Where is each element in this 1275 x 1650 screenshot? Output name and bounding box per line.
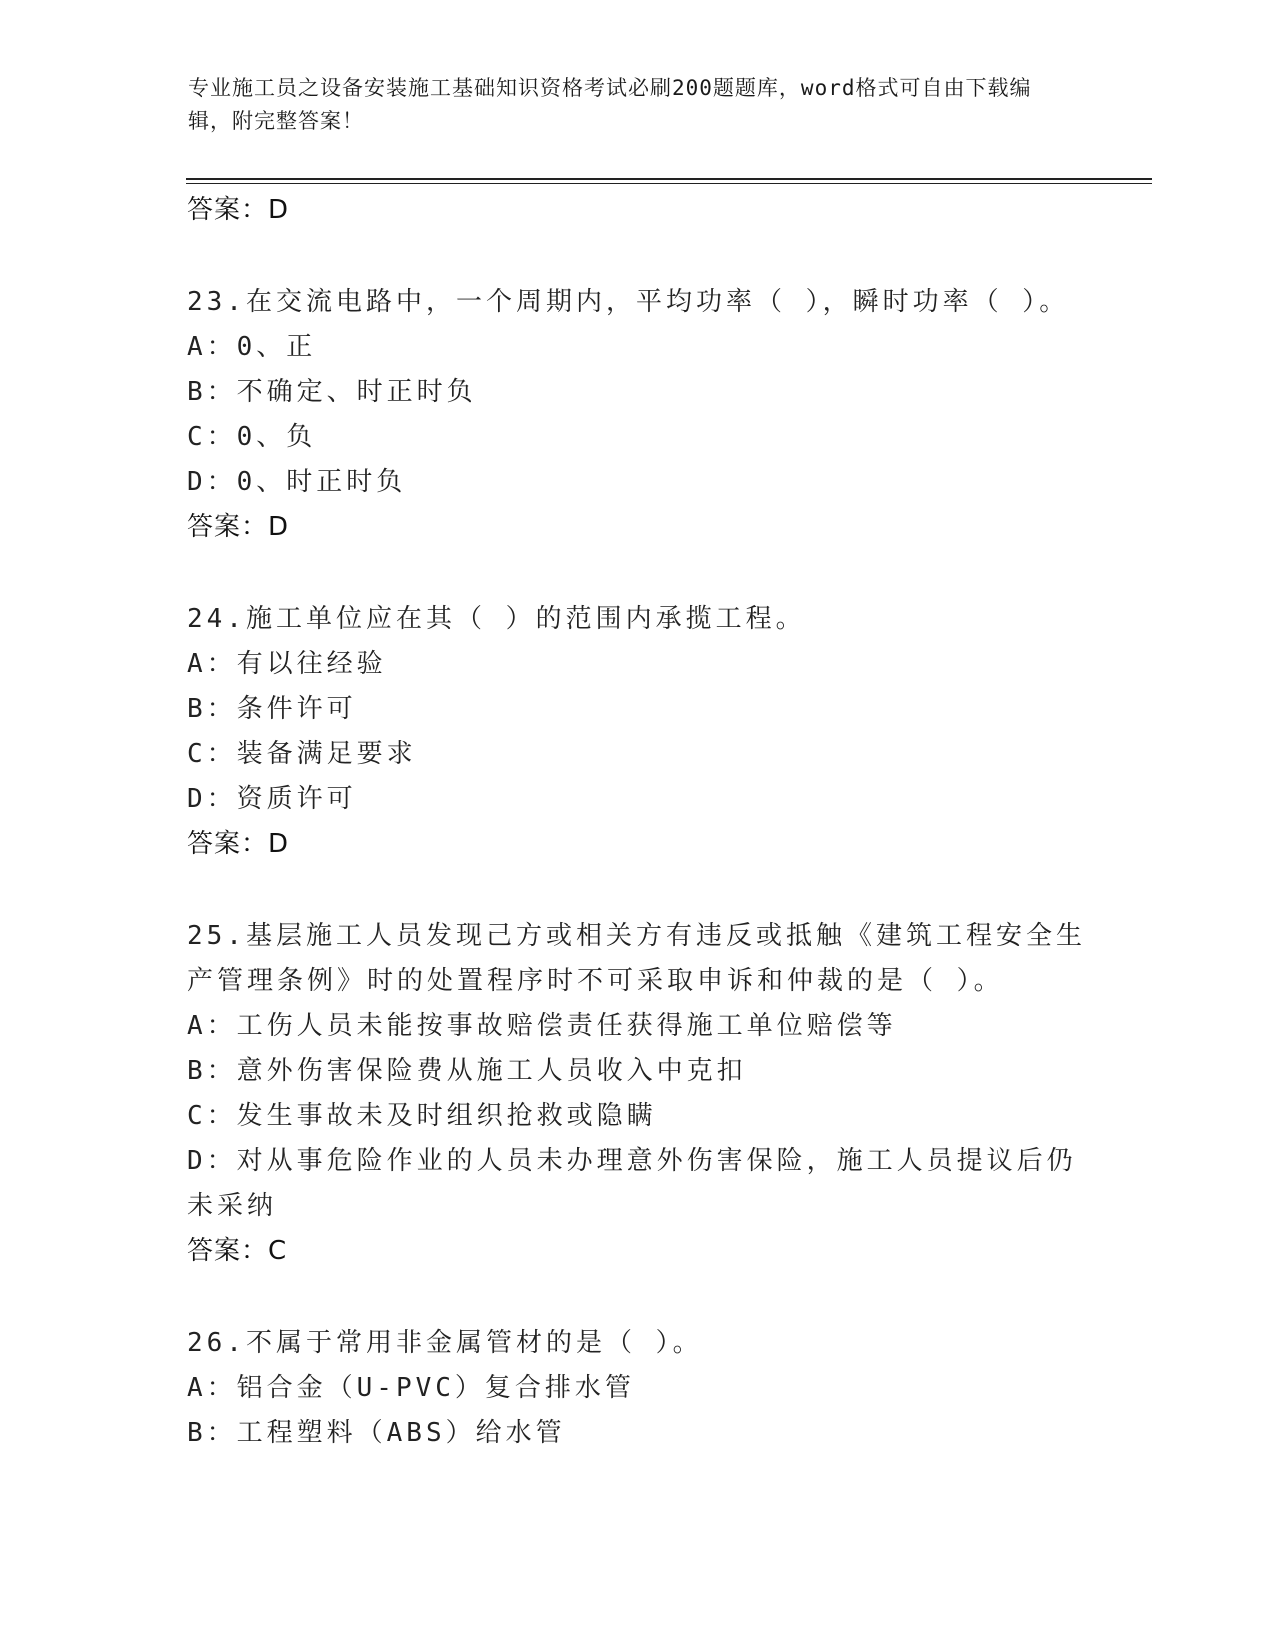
option-d: D：对从事危险作业的人员未办理意外伤害保险，施工人员提议后仍未采纳 xyxy=(187,1146,1077,1221)
option-c: C：0、负 xyxy=(187,422,317,452)
question-stem: 25.基层施工人员发现己方或相关方有违反或抵触《建筑工程安全生产管理条例》时的处置程序时不可采取申诉和仲裁的是（ ）。 xyxy=(187,921,1086,996)
option-b: B：工程塑料（ABS）给水管 xyxy=(187,1418,566,1448)
question-stem: 24.施工单位应在其（ ）的范围内承揽工程。 xyxy=(187,604,806,634)
header-divider-thick xyxy=(186,178,1152,180)
spacer xyxy=(187,867,1087,914)
question-stem: 26.不属于常用非金属管材的是（ ）。 xyxy=(187,1328,703,1358)
option-b: B：意外伤害保险费从施工人员收入中克扣 xyxy=(187,1056,747,1086)
option-c: C：发生事故未及时组织抢救或隐瞒 xyxy=(187,1101,657,1131)
question-stem: 23.在交流电路中，一个周期内，平均功率（ ），瞬时功率（ ）。 xyxy=(187,287,1070,317)
option-a: A：有以往经验 xyxy=(187,649,387,679)
answer-line: 答案：C xyxy=(187,1236,288,1266)
question-24 xyxy=(187,597,1087,867)
option-b: B：条件许可 xyxy=(187,694,357,724)
option-b: B：不确定、时正时负 xyxy=(187,377,477,407)
answer-line: 答案：D xyxy=(187,195,290,225)
option-c: C：装备满足要求 xyxy=(187,739,417,769)
option-d: D：资质许可 xyxy=(187,784,357,814)
document-header-title: 专业施工员之设备安装施工基础知识资格考试必刷200题题库，word格式可自由下载编辑，附完整答案！ xyxy=(188,76,1032,133)
question-25 xyxy=(187,914,1087,1274)
spacer xyxy=(187,233,1087,280)
spacer xyxy=(187,1274,1087,1321)
spacer xyxy=(187,550,1087,597)
option-a: A：铝合金（U-PVC）复合排水管 xyxy=(187,1373,635,1403)
question-23 xyxy=(187,280,1087,550)
answer-line: 答案：D xyxy=(187,829,290,859)
option-d: D：0、时正时负 xyxy=(187,467,407,497)
question-list xyxy=(187,188,1087,1456)
option-a: A：工伤人员未能按事故赔偿责任获得施工单位赔偿等 xyxy=(187,1011,897,1041)
header-divider-thin xyxy=(186,183,1152,184)
question-26 xyxy=(187,1321,1087,1456)
option-a: A：0、正 xyxy=(187,332,317,362)
answer-line: 答案：D xyxy=(187,512,290,542)
